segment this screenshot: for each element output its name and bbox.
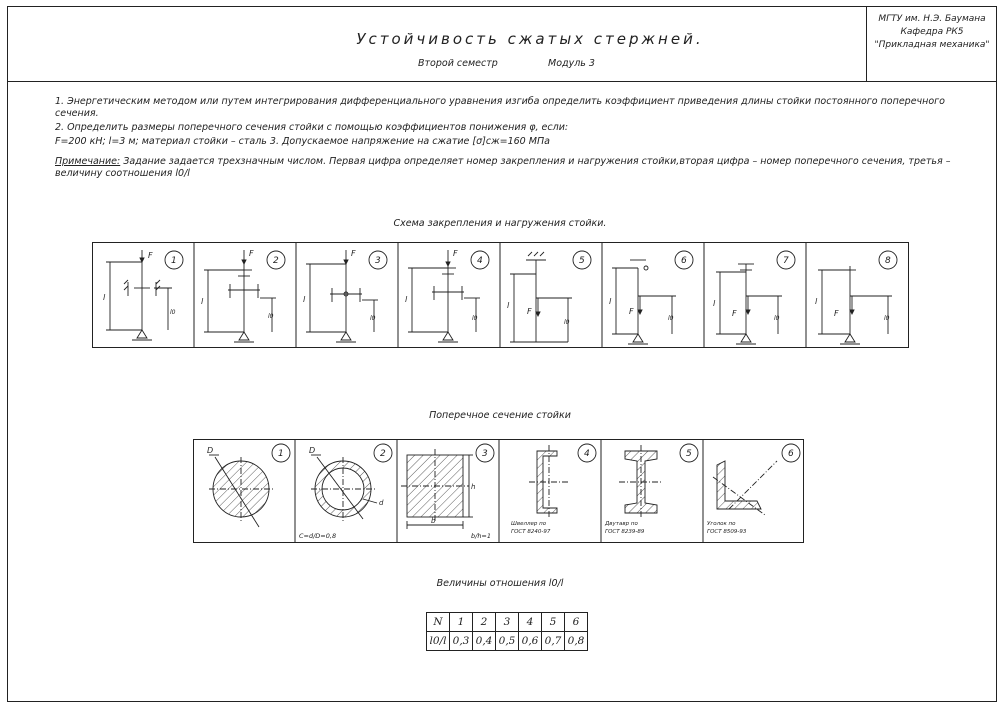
scheme-1-length-label: l <box>103 293 106 302</box>
page-title: Устойчивость сжатых стержней. <box>356 30 704 48</box>
section-1-d-label: D <box>207 446 214 455</box>
section-5-caption-1: Двутавр по <box>605 521 638 527</box>
sections-diagram <box>193 439 807 545</box>
scheme-3-number: 3 <box>375 256 381 266</box>
section-4-caption-1: Швеллер по <box>511 521 547 527</box>
scheme-6-number: 6 <box>681 256 687 266</box>
scheme-4-number: 4 <box>477 256 483 266</box>
scheme-5-length-label: l <box>507 301 510 310</box>
section-3-caption: b/h=1 <box>471 532 492 540</box>
scheme-7-force-label: F <box>732 309 737 318</box>
ratio-value-cell: 0,7 <box>542 632 565 651</box>
semester-label: Второй семестр <box>418 58 498 69</box>
ratio-header-cell: 6 <box>565 613 588 632</box>
ratio-value-cell: 0,4 <box>473 632 496 651</box>
header-divider <box>7 81 997 82</box>
scheme-1-l0-label: l0 <box>170 309 176 316</box>
scheme-6-length-label: l <box>609 297 612 306</box>
header-org-divider <box>866 6 867 81</box>
ratio-value-row <box>427 632 588 651</box>
ratio-value-cell: 0,5 <box>496 632 519 651</box>
ratio-value-cell: 0,6 <box>519 632 542 651</box>
scheme-7-length-label: l <box>713 299 716 308</box>
scheme-2-length-label: l <box>201 297 204 306</box>
org-line-2: Кафедра РК5 <box>900 27 964 37</box>
section-2-number: 2 <box>380 449 386 459</box>
section-4-caption-2: ГОСТ 8240-97 <box>511 529 551 535</box>
scheme-8-l0-label: l0 <box>884 315 890 322</box>
ratio-header-cell: 3 <box>496 613 519 632</box>
ratio-value-cell: 0,3 <box>450 632 473 651</box>
module-label: Модуль 3 <box>548 58 595 69</box>
ratio-header-cell: 2 <box>473 613 496 632</box>
ratio-header-cell: 1 <box>450 613 473 632</box>
section-6-caption-1: Уголок по <box>707 521 736 527</box>
note-text: Задание задается трехзначным числом. Первая цифра определяет номер закрепления и нагружения стойки,вторая цифра – номер поперечного сечения, третья – величину соотношения l0/l <box>55 156 951 179</box>
scheme-8-length-label: l <box>815 297 818 306</box>
section-3-h-label: h <box>471 483 476 491</box>
section-2-caption: C=d/D=0,8 <box>299 532 337 540</box>
schemes-diagram <box>92 242 912 350</box>
ratio-header-row <box>427 613 588 632</box>
section-4-number: 4 <box>584 449 590 459</box>
section-6-angle <box>713 444 800 515</box>
scheme-3-l0-label: l0 <box>370 315 376 322</box>
scheme-5-number: 5 <box>579 256 585 266</box>
scheme-6-force-label: F <box>629 307 634 316</box>
section-2-d-inner-label: d <box>379 499 384 507</box>
scheme-1-number: 1 <box>171 256 177 266</box>
scheme-5-l0-label: l0 <box>564 319 570 326</box>
scheme-8-number: 8 <box>885 256 891 266</box>
section-5-number: 5 <box>686 449 692 459</box>
scheme-4-force-label: F <box>453 249 458 258</box>
task-item-2: 2. Определить размеры поперечного сечения стойки с помощью коэффициентов понижения φ, если: <box>55 122 569 133</box>
sections-title: Поперечное сечение стойки <box>429 410 571 421</box>
scheme-7-number: 7 <box>783 256 789 266</box>
scheme-2-l0-label: l0 <box>268 313 274 320</box>
section-2-d-label: D <box>309 446 316 455</box>
scheme-2-force-label: F <box>249 249 254 258</box>
scheme-1-force-label: F <box>148 251 153 260</box>
section-1-number: 1 <box>278 449 284 459</box>
schemes-title: Схема закрепления и нагружения стойки. <box>393 218 607 229</box>
section-6-caption-2: ГОСТ 8509-93 <box>707 529 747 535</box>
ratio-header-cell: 5 <box>542 613 565 632</box>
scheme-3-force-label: F <box>351 249 356 258</box>
section-3-b-label: b <box>431 517 436 525</box>
ratio-value-cell: 0,8 <box>565 632 588 651</box>
scheme-7-l0-label: l0 <box>774 315 780 322</box>
section-5-caption-2: ГОСТ 8239-89 <box>605 529 645 535</box>
ratio-value-cell: l0/l <box>427 632 450 651</box>
scheme-4-length-label: l <box>405 295 408 304</box>
section-3-number: 3 <box>482 449 488 459</box>
org-line-3: "Прикладная механика" <box>874 40 990 50</box>
scheme-8-force-label: F <box>834 309 839 318</box>
task-item-1: 1. Энергетическим методом или путем интегрирования дифференциального уравнения изгиба определить коэффициент приведения длины стойки постоянного поперечного сечения. <box>55 96 945 119</box>
organization-block <box>868 13 996 52</box>
scheme-5-force-label: F <box>527 307 532 316</box>
task-item-3: F=200 кН; l=3 м; материал стойки – сталь 3. Допускаемое напряжение на сжатие [σ]сж=160 МПа <box>55 136 550 147</box>
ratio-table <box>426 612 588 651</box>
ratio-title: Величины отношения l0/l <box>436 578 564 589</box>
scheme-2-number: 2 <box>273 256 279 266</box>
note-label: Примечание: <box>55 156 121 167</box>
section-6-number: 6 <box>788 449 794 459</box>
scheme-4-l0-label: l0 <box>472 315 478 322</box>
ratio-header-cell: 4 <box>519 613 542 632</box>
section-3-square <box>401 444 494 529</box>
scheme-6-l0-label: l0 <box>668 315 674 322</box>
ratio-header-cell: N <box>427 613 450 632</box>
org-line-1: МГТУ им. Н.Э. Баумана <box>878 14 986 24</box>
scheme-3-length-label: l <box>303 295 306 304</box>
task-note <box>55 156 965 180</box>
